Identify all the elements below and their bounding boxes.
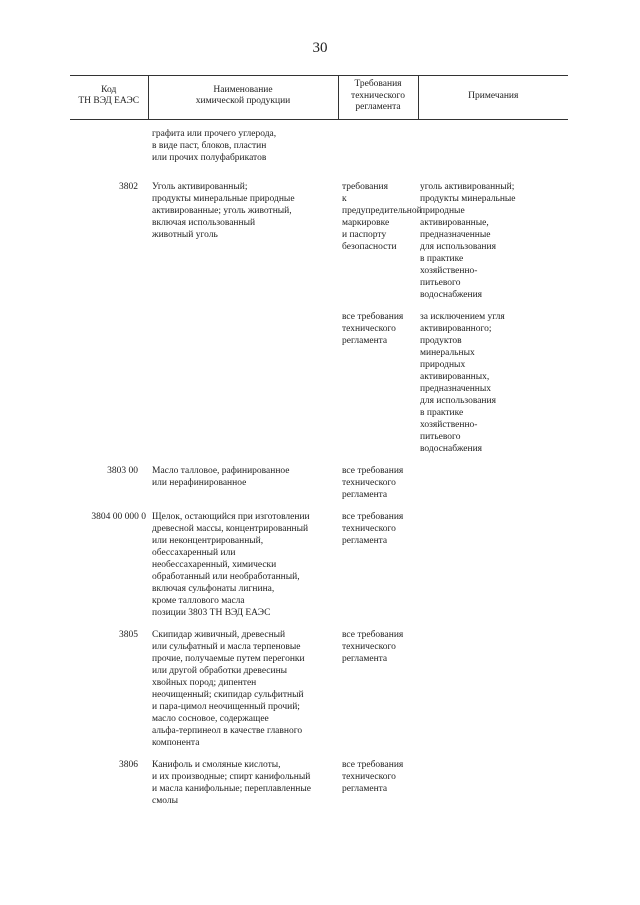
table-row <box>70 119 568 164</box>
cell-name <box>148 301 338 455</box>
cell-requirements: все требования технического регламента <box>342 629 404 664</box>
cell-requirements: все требования технического регламента <box>342 311 404 346</box>
cell-code <box>70 301 148 455</box>
cell-notes <box>418 455 568 501</box>
cell-notes <box>418 501 568 619</box>
cell-code: 3802 <box>119 181 138 192</box>
chemical-products-table <box>70 75 568 807</box>
cell-requirements: требования к предупредительной маркировке и паспорту безопасности <box>342 181 422 252</box>
header-name: Наименование химической продукции <box>148 76 338 120</box>
cell-name: Скипидар живичный, древесный или сульфатный и масла терпеновые прочие, получаемые путем перегонки или другой обработки древесины хвойных пород; дипентен неочищенный; скипидар сульфитный и пара-цимол неочищенный прочий; масло сосновое, содержащее альфа-терпинеол в качестве главного компонента <box>152 629 305 748</box>
table-row <box>70 455 568 501</box>
table-row <box>70 301 568 455</box>
cell-requirements: все требования технического регламента <box>342 511 404 546</box>
header-code: Код ТН ВЭД ЕАЭС <box>70 76 148 120</box>
table-header-row <box>70 76 568 120</box>
cell-notes <box>418 749 568 807</box>
cell-notes: уголь активированный; продукты минеральные природные активированные, предназначенные для использования в практике хозяйственно- питьевого водоснабжения <box>420 181 516 300</box>
page-number: 30 <box>312 40 328 56</box>
table-row <box>70 619 568 749</box>
cell-name: графита или прочего углерода, в виде паст, блоков, пластин или прочих полуфабрикатов <box>152 128 277 163</box>
cell-notes: за исключением угля активированного; продуктов минеральных природных активированных, предназначенных для использования в практике хозяйственно- питьевого водоснабжения <box>420 311 505 454</box>
cell-requirements: все требования технического регламента <box>342 759 404 794</box>
cell-code <box>70 119 148 164</box>
table-row <box>70 749 568 807</box>
header-requirements: Требования технического регламента <box>338 76 418 120</box>
cell-code: 3806 <box>119 759 138 770</box>
cell-code: 3804 00 000 0 <box>91 511 146 522</box>
cell-name: Щелок, остающийся при изготовлении древесной массы, концентрированный или неконцентрированный, обессахаренный или необессахаренный, химически обработанный или необработанный, включая сульфонаты лигнина, кроме таллового масла позиции 3803 ТН ВЭД ЕАЭС <box>152 511 310 618</box>
cell-notes <box>418 619 568 749</box>
cell-name: Уголь активированный; продукты минеральные природные активированные; уголь животный, включая использованный животный уголь <box>152 181 295 240</box>
cell-requirements <box>338 119 418 164</box>
cell-notes <box>418 119 568 164</box>
table-row <box>70 501 568 619</box>
cell-code: 3803 00 <box>107 465 138 476</box>
cell-code: 3805 <box>119 629 138 640</box>
cell-name: Канифоль и смоляные кислоты, и их производные; спирт канифольный и масла канифольные; переплавленные смолы <box>152 759 311 806</box>
cell-name: Масло талловое, рафинированное или нерафинированное <box>152 465 290 488</box>
cell-requirements: все требования технического регламента <box>342 465 404 500</box>
header-notes: Примечания <box>418 76 568 120</box>
table-row <box>70 164 568 301</box>
